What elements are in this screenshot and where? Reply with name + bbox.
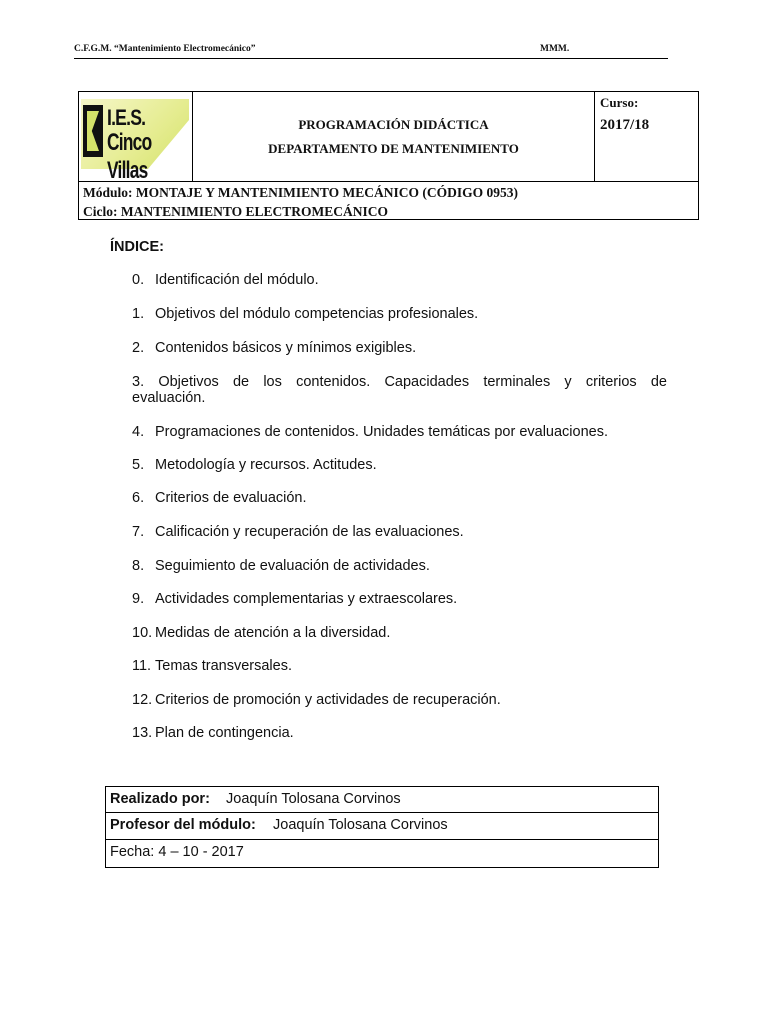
module-row (79, 181, 698, 220)
author-value: Joaquín Tolosana Corvinos (226, 791, 401, 807)
date-text: Fecha: 4 – 10 - 2017 (110, 844, 244, 860)
index-item (132, 558, 667, 574)
index-item-text: Criterios de promoción y actividades de recuperación. (155, 692, 501, 708)
index-item (132, 306, 667, 322)
index-title: ÍNDICE: (110, 239, 164, 255)
teacher-label: Profesor del módulo: (110, 817, 256, 833)
index-item-text: Identificación del módulo. (155, 272, 319, 288)
index-item-text: Seguimiento de evaluación de actividades. (155, 558, 430, 574)
index-item-text: Criterios de evaluación. (155, 490, 307, 506)
teacher-row (106, 813, 658, 840)
title-table (78, 91, 699, 220)
index-item-number: 12. (132, 692, 153, 708)
index-item (132, 424, 667, 440)
module-name: Módulo: MONTAJE Y MANTENIMIENTO MECÁNICO (CÓDIGO 0953) (83, 185, 519, 200)
index-item-text: Temas transversales. (155, 658, 292, 674)
index-item-number: 13. (132, 725, 153, 741)
header-course-name: C.F.G.M. “Mantenimiento Electromecánico” (74, 44, 256, 54)
index-item-number: 4. (132, 424, 145, 440)
index-item (132, 692, 667, 708)
author-label: Realizado por: (110, 791, 210, 807)
index-item-text: Medidas de atención a la diversidad. (155, 625, 391, 641)
cycle-name: Ciclo: MANTENIMIENTO ELECTROMECÁNICO (83, 204, 389, 219)
department-title: DEPARTAMENTO DE MANTENIMIENTO (268, 141, 519, 156)
index-item (132, 591, 667, 607)
logo-text-school: Cinco Villas (107, 129, 152, 184)
date-row (106, 840, 658, 868)
index-item-number: 0. (132, 272, 145, 288)
index-item-number: 8. (132, 558, 145, 574)
curso-value: 2017/18 (600, 117, 650, 133)
index-item (132, 457, 667, 473)
logo-cell (79, 92, 193, 184)
logo-emblem-icon (83, 105, 103, 157)
title-cell (193, 92, 595, 181)
index-item-text: Actividades complementarias y extraescolares. (155, 591, 458, 607)
index-item (132, 490, 667, 506)
index-item (132, 725, 667, 741)
index-item-text: Calificación y recuperación de las evaluaciones. (155, 524, 464, 540)
teacher-value: Joaquín Tolosana Corvinos (273, 817, 448, 833)
index-item-number: 9. (132, 591, 145, 607)
curso-label: Curso: (600, 95, 639, 110)
school-logo (81, 99, 189, 184)
index-item-text: Plan de contingencia. (155, 725, 294, 741)
index-item-number: 7. (132, 524, 145, 540)
index-item-number: 11. (132, 658, 152, 674)
index-item-number: 1. (132, 306, 145, 322)
index-item-text: Contenidos básicos y mínimos exigibles. (155, 340, 417, 356)
header-code: MMM. (540, 44, 570, 54)
index-item (132, 272, 667, 288)
document-title: PROGRAMACIÓN DIDÁCTICA (298, 117, 489, 132)
index-item-number: 2. (132, 340, 145, 356)
index-item-number: 10. (132, 625, 153, 641)
page-header (74, 40, 668, 59)
curso-cell (595, 92, 699, 181)
index-item (132, 374, 667, 391)
author-table (105, 786, 659, 868)
index-item-number: 6. (132, 490, 145, 506)
index-item-number: 3. (132, 374, 145, 390)
index-item (132, 340, 667, 356)
index-item-continuation: evaluación. (132, 390, 206, 406)
index-item (132, 658, 667, 674)
logo-text-ies: I.E.S. (107, 105, 146, 130)
index-item (132, 625, 667, 641)
index-item-text: Objetivos del módulo competencias profesionales. (155, 306, 479, 322)
index-item-text: Objetivos de los contenidos. Capacidades terminales y criterios de (158, 374, 667, 390)
index-item (132, 524, 667, 540)
index-item-text: Metodología y recursos. Actitudes. (155, 457, 377, 473)
index-item-number: 5. (132, 457, 145, 473)
author-row (106, 787, 658, 813)
index-item-text: Programaciones de contenidos. Unidades temáticas por evaluaciones. (155, 424, 608, 440)
